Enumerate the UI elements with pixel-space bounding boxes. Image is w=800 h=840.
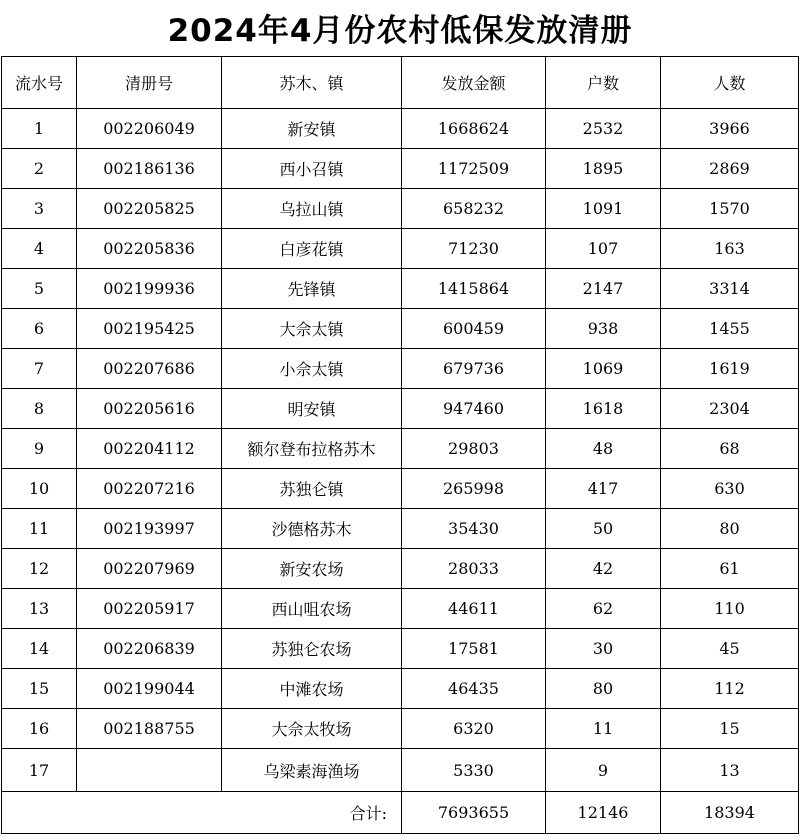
cell-township: 乌梁素海渔场 <box>222 749 402 792</box>
cell-amount: 600459 <box>402 309 546 349</box>
cell-households: 107 <box>546 229 661 269</box>
cell-township: 额尔登布拉格苏木 <box>222 429 402 469</box>
cell-households: 80 <box>546 669 661 709</box>
cell-people: 45 <box>661 629 799 669</box>
cell-township: 沙德格苏木 <box>222 509 402 549</box>
cell-households: 30 <box>546 629 661 669</box>
cell-township: 乌拉山镇 <box>222 189 402 229</box>
cell-people: 68 <box>661 429 799 469</box>
header-people: 人数 <box>661 57 799 109</box>
cell-households: 1895 <box>546 149 661 189</box>
cell-people: 13 <box>661 749 799 792</box>
cell-amount: 5330 <box>402 749 546 792</box>
cell-serial: 1 <box>2 109 77 149</box>
cell-serial: 9 <box>2 429 77 469</box>
cell-amount: 1668624 <box>402 109 546 149</box>
table-row <box>2 509 799 549</box>
cell-households: 11 <box>546 709 661 749</box>
header-households: 户数 <box>546 57 661 109</box>
total-row <box>2 792 799 834</box>
cell-households: 2532 <box>546 109 661 149</box>
cell-households: 50 <box>546 509 661 549</box>
cell-households: 938 <box>546 309 661 349</box>
cell-amount: 1415864 <box>402 269 546 309</box>
cell-people: 80 <box>661 509 799 549</box>
cell-people: 630 <box>661 469 799 509</box>
cell-amount: 28033 <box>402 549 546 589</box>
total-people: 18394 <box>661 792 799 834</box>
cell-township: 西小召镇 <box>222 149 402 189</box>
header-roster-number: 清册号 <box>77 57 222 109</box>
cell-roster-number: 002205917 <box>77 589 222 629</box>
table-row <box>2 309 799 349</box>
cell-township: 先锋镇 <box>222 269 402 309</box>
table-row <box>2 389 799 429</box>
cell-amount: 679736 <box>402 349 546 389</box>
cell-township: 大佘太镇 <box>222 309 402 349</box>
cell-roster-number: 002193997 <box>77 509 222 549</box>
cell-township: 苏独仑农场 <box>222 629 402 669</box>
cell-serial: 8 <box>2 389 77 429</box>
cell-roster-number: 002205836 <box>77 229 222 269</box>
cell-serial: 14 <box>2 629 77 669</box>
cell-township: 新安农场 <box>222 549 402 589</box>
total-households: 12146 <box>546 792 661 834</box>
table-header-row <box>2 57 799 109</box>
cell-township: 明安镇 <box>222 389 402 429</box>
cell-serial: 15 <box>2 669 77 709</box>
cell-roster-number: 002186136 <box>77 149 222 189</box>
cell-township: 新安镇 <box>222 109 402 149</box>
cell-amount: 6320 <box>402 709 546 749</box>
cell-roster-number: 002195425 <box>77 309 222 349</box>
cell-people: 1619 <box>661 349 799 389</box>
table-row <box>2 589 799 629</box>
cell-people: 3966 <box>661 109 799 149</box>
cell-amount: 17581 <box>402 629 546 669</box>
cell-serial: 17 <box>2 749 77 792</box>
cell-people: 3314 <box>661 269 799 309</box>
table-row <box>2 709 799 749</box>
cell-amount: 29803 <box>402 429 546 469</box>
relief-roster-table <box>1 56 799 834</box>
cell-serial: 7 <box>2 349 77 389</box>
cell-people: 15 <box>661 709 799 749</box>
cell-people: 1455 <box>661 309 799 349</box>
cell-households: 2147 <box>546 269 661 309</box>
cell-township: 中滩农场 <box>222 669 402 709</box>
cell-township: 大佘太牧场 <box>222 709 402 749</box>
cell-households: 1091 <box>546 189 661 229</box>
header-serial: 流水号 <box>2 57 77 109</box>
cell-amount: 947460 <box>402 389 546 429</box>
cell-serial: 13 <box>2 589 77 629</box>
cell-serial: 5 <box>2 269 77 309</box>
cell-households: 42 <box>546 549 661 589</box>
cell-roster-number: 002204112 <box>77 429 222 469</box>
cell-amount: 44611 <box>402 589 546 629</box>
cell-people: 110 <box>661 589 799 629</box>
cell-people: 1570 <box>661 189 799 229</box>
header-township: 苏木、镇 <box>222 57 402 109</box>
cell-households: 1618 <box>546 389 661 429</box>
cell-roster-number: 002199044 <box>77 669 222 709</box>
table-row <box>2 629 799 669</box>
cell-households: 9 <box>546 749 661 792</box>
cell-amount: 71230 <box>402 229 546 269</box>
cell-roster-number: 002199936 <box>77 269 222 309</box>
cell-township: 苏独仑镇 <box>222 469 402 509</box>
cell-amount: 658232 <box>402 189 546 229</box>
table-row <box>2 429 799 469</box>
cell-roster-number: 002207216 <box>77 469 222 509</box>
page-title: 2024年4月份农村低保发放清册 <box>167 12 633 49</box>
table-row <box>2 469 799 509</box>
cell-amount: 265998 <box>402 469 546 509</box>
cell-households: 48 <box>546 429 661 469</box>
cell-amount: 46435 <box>402 669 546 709</box>
table-row <box>2 229 799 269</box>
total-label: 合计: <box>2 792 402 834</box>
table-row <box>2 109 799 149</box>
cell-township: 小佘太镇 <box>222 349 402 389</box>
cell-roster-number <box>77 749 222 792</box>
cell-households: 417 <box>546 469 661 509</box>
cell-roster-number: 002206839 <box>77 629 222 669</box>
cell-people: 112 <box>661 669 799 709</box>
cell-serial: 10 <box>2 469 77 509</box>
cell-people: 61 <box>661 549 799 589</box>
table-row <box>2 269 799 309</box>
cell-serial: 6 <box>2 309 77 349</box>
cell-roster-number: 002188755 <box>77 709 222 749</box>
cell-township: 白彦花镇 <box>222 229 402 269</box>
cell-serial: 2 <box>2 149 77 189</box>
cell-serial: 16 <box>2 709 77 749</box>
table-row <box>2 189 799 229</box>
table-row <box>2 149 799 189</box>
cell-serial: 4 <box>2 229 77 269</box>
cell-roster-number: 002205616 <box>77 389 222 429</box>
table-row <box>2 349 799 389</box>
table-row <box>2 749 799 792</box>
total-amount: 7693655 <box>402 792 546 834</box>
header-amount: 发放金额 <box>402 57 546 109</box>
cell-roster-number: 002206049 <box>77 109 222 149</box>
cell-households: 62 <box>546 589 661 629</box>
cell-people: 2869 <box>661 149 799 189</box>
cell-roster-number: 002207969 <box>77 549 222 589</box>
cell-township: 西山咀农场 <box>222 589 402 629</box>
cell-roster-number: 002205825 <box>77 189 222 229</box>
cell-serial: 3 <box>2 189 77 229</box>
cell-people: 2304 <box>661 389 799 429</box>
cell-serial: 12 <box>2 549 77 589</box>
cell-households: 1069 <box>546 349 661 389</box>
cell-amount: 1172509 <box>402 149 546 189</box>
cell-serial: 11 <box>2 509 77 549</box>
table-row <box>2 669 799 709</box>
cell-people: 163 <box>661 229 799 269</box>
table-row <box>2 549 799 589</box>
cell-amount: 35430 <box>402 509 546 549</box>
cell-roster-number: 002207686 <box>77 349 222 389</box>
